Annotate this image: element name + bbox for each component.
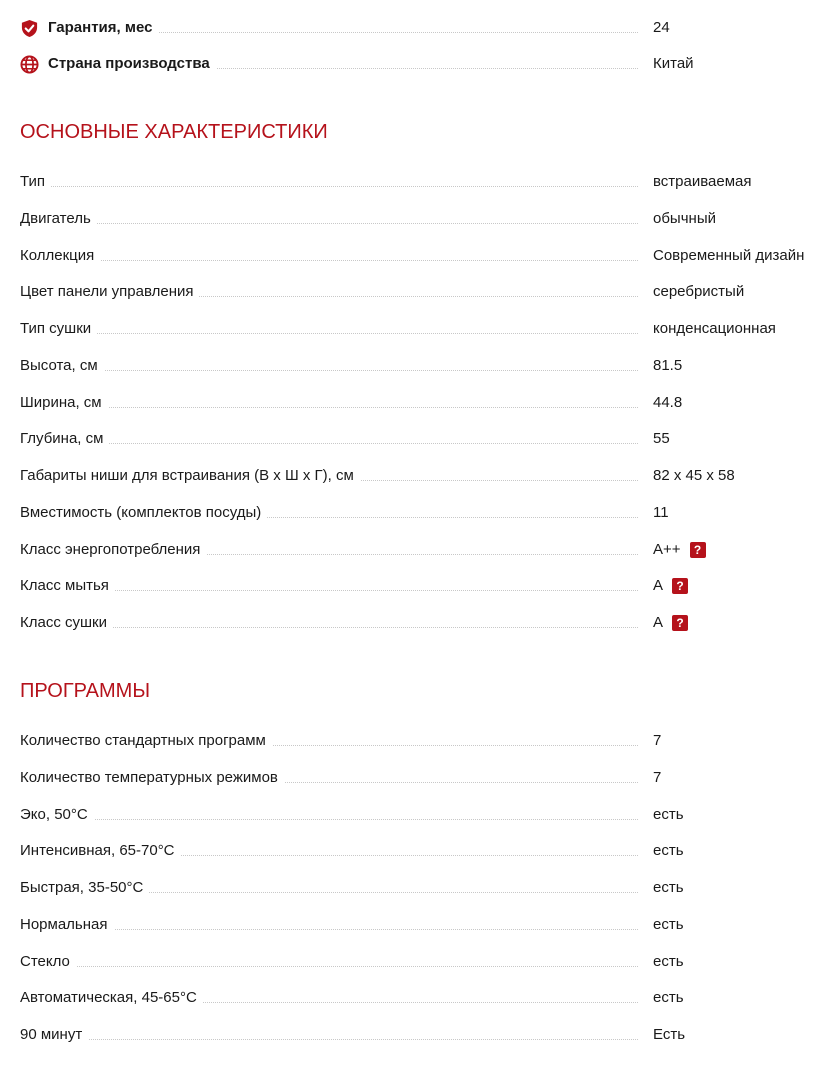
spec-label: Эко, 50°C (20, 805, 94, 825)
spec-value-cell (653, 878, 684, 898)
spec-value: 82 х 45 х 58 (653, 467, 735, 484)
spec-label: Тип (20, 172, 51, 192)
spec-label: Класс мытья (20, 576, 115, 596)
spec-label: Габариты ниши для встраивания (В х Ш х Г), см (20, 466, 360, 486)
spec-row (20, 915, 817, 952)
spec-value: обычный (653, 209, 716, 227)
spec-label: Высота, см (20, 356, 104, 376)
spec-value: A++ (653, 540, 681, 558)
spec-value-cell (653, 915, 684, 935)
spec-value-cell (653, 613, 688, 633)
spec-value: Есть (653, 1026, 686, 1043)
spec-value: есть (653, 989, 684, 1007)
spec-row (20, 576, 817, 613)
spec-row (20, 841, 817, 878)
spec-label: Глубина, см (20, 429, 109, 449)
spec-label: Быстрая, 35-50°C (20, 878, 149, 898)
spec-value: 7 (653, 732, 662, 749)
globe-icon (20, 55, 39, 74)
spec-row (20, 209, 817, 246)
spec-value: есть (653, 805, 684, 823)
spec-value-cell (653, 576, 688, 596)
spec-label: Класс энергопотребления (20, 540, 206, 560)
spec-row (20, 768, 817, 805)
question-icon[interactable]: ? (672, 615, 688, 631)
spec-row (20, 246, 817, 283)
warranty-label: Гарантия, мес (48, 19, 153, 36)
dotted-leader (20, 443, 638, 444)
spec-label: Автоматическая, 45-65°C (20, 988, 203, 1008)
spec-value: есть (653, 952, 684, 970)
dotted-leader (20, 1039, 638, 1040)
spec-row (20, 466, 817, 503)
spec-value-cell (653, 768, 661, 788)
dotted-leader (20, 407, 638, 408)
spec-row (20, 731, 817, 768)
spec-label: Вместимость (комплектов посуды) (20, 503, 267, 523)
spec-value-cell (653, 282, 744, 302)
spec-value-cell (653, 731, 661, 751)
question-icon[interactable]: ? (672, 578, 688, 594)
spec-value-cell (653, 466, 735, 486)
spec-value: есть (653, 879, 684, 896)
spec-row (20, 319, 817, 356)
dotted-leader (20, 819, 638, 820)
spec-label: Количество температурных режимов (20, 768, 284, 788)
spec-value-cell (653, 209, 716, 229)
spec-value-cell (653, 988, 684, 1008)
spec-value: Современный дизайн (653, 246, 805, 264)
spec-row (20, 429, 817, 466)
spec-value: конденсационная (653, 320, 776, 337)
section-title-programs: ПРОГРАММЫ (20, 680, 151, 702)
spec-value-cell (653, 393, 682, 413)
spec-row (20, 393, 817, 430)
spec-label: Цвет панели управления (20, 282, 199, 302)
spec-value-cell (653, 172, 752, 192)
spec-label: Стекло (20, 952, 76, 972)
spec-row (20, 988, 817, 1025)
warranty-value: 24 (653, 19, 670, 36)
spec-value: 44.8 (653, 393, 683, 411)
spec-row (20, 172, 817, 209)
spec-row (20, 540, 817, 577)
spec-row (20, 356, 817, 393)
country-value: Китай (653, 55, 694, 72)
spec-value: есть (653, 915, 684, 933)
dotted-leader (20, 260, 638, 261)
spec-value: встраиваемая (653, 173, 752, 190)
spec-label: Интенсивная, 65-70°C (20, 841, 181, 861)
spec-row-warranty (20, 18, 817, 55)
spec-value: 11 (653, 503, 669, 521)
dotted-leader (20, 966, 638, 967)
spec-value: 81.5 (653, 356, 683, 374)
country-label: Страна производства (48, 55, 210, 72)
spec-value: A (653, 614, 664, 631)
spec-row-country (20, 54, 817, 91)
spec-value-cell (653, 429, 670, 449)
spec-value-cell (653, 319, 776, 339)
section-title-main: ОСНОВНЫЕ ХАРАКТЕРИСТИКИ (20, 121, 328, 143)
spec-value: A (653, 577, 664, 595)
spec-value: 7 (653, 768, 662, 786)
shield-check-icon (20, 19, 39, 38)
spec-label: Тип сушки (20, 319, 97, 339)
dotted-leader (20, 223, 638, 224)
spec-label: Ширина, см (20, 393, 108, 413)
spec-value: 55 (653, 430, 670, 448)
spec-row (20, 613, 817, 650)
dotted-leader (20, 333, 638, 334)
dotted-leader (20, 186, 638, 187)
spec-row (20, 952, 817, 989)
spec-row (20, 282, 817, 319)
spec-value-cell (653, 805, 684, 825)
spec-label: Количество стандартных программ (20, 731, 272, 751)
spec-row (20, 503, 817, 540)
spec-value-cell (653, 503, 669, 523)
spec-value-cell (653, 952, 684, 972)
dotted-leader (20, 370, 638, 371)
spec-label: Двигатель (20, 209, 97, 229)
spec-value-cell (653, 356, 682, 376)
spec-value-cell (653, 1025, 685, 1045)
spec-value: серебристый (653, 283, 745, 301)
spec-value-cell (653, 246, 804, 266)
question-icon[interactable]: ? (690, 542, 706, 558)
spec-row (20, 1025, 817, 1062)
spec-row (20, 805, 817, 842)
spec-row (20, 878, 817, 915)
spec-label: Коллекция (20, 246, 100, 266)
spec-label: Класс сушки (20, 613, 113, 633)
spec-label: Нормальная (20, 915, 114, 935)
spec-value-cell (653, 841, 684, 861)
spec-value: есть (653, 842, 684, 860)
spec-value-cell (653, 540, 706, 560)
spec-label: 90 минут (20, 1025, 88, 1045)
